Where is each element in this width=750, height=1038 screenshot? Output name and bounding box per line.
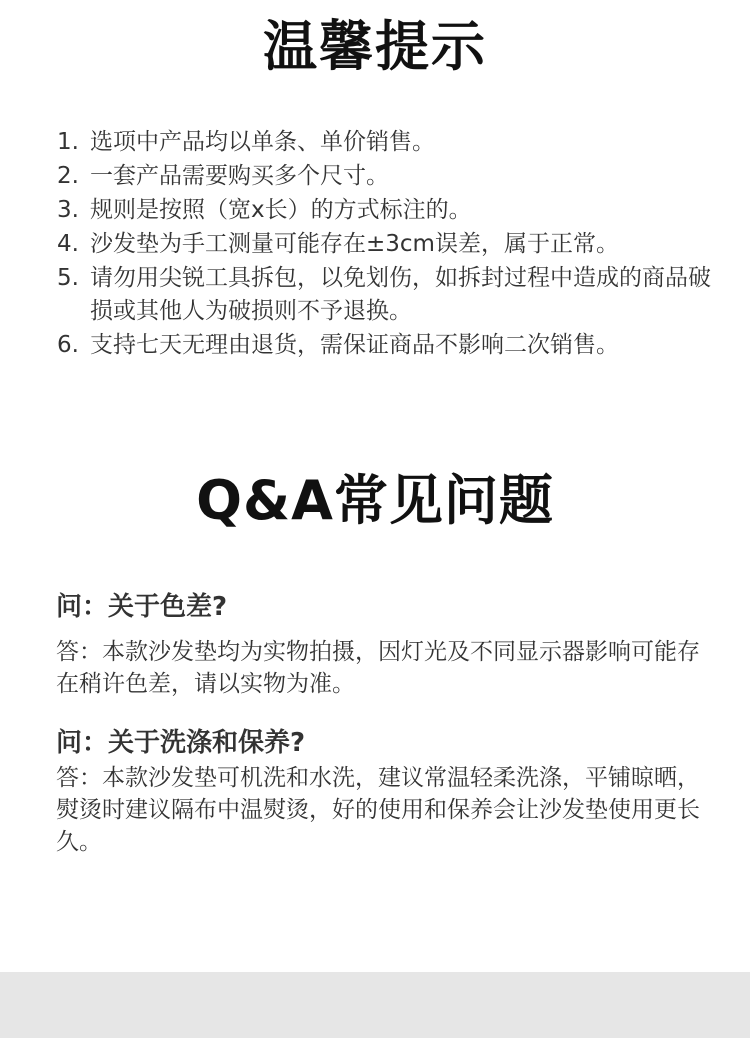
qa-question: 问：关于洗涤和保养?	[56, 728, 306, 758]
qa-question: 问：关于色差?	[56, 592, 228, 622]
tip-item	[57, 126, 717, 159]
tip-text: 请勿用尖锐工具拆包，以免划伤，如拆封过程中造成的商品破损或其他人为破损则不予退换。	[90, 265, 711, 324]
qa-answer: 答：本款沙发垫可机洗和水洗，建议常温轻柔洗涤，平铺晾晒，熨烫时建议隔布中温熨烫，好的使用和保养会让沙发垫使用更长久。	[56, 765, 700, 855]
tip-number: 6.	[57, 332, 79, 358]
tip-text: 沙发垫为手工测量可能存在±3cm误差，属于正常。	[90, 231, 619, 257]
tip-item	[57, 228, 717, 261]
tip-item	[57, 160, 717, 193]
tip-item	[57, 329, 717, 362]
tip-item	[57, 262, 717, 328]
qa-item	[56, 724, 706, 858]
tip-text: 一套产品需要购买多个尺寸。	[90, 163, 389, 189]
tips-list	[57, 126, 717, 363]
tips-title: 温馨提示	[263, 15, 487, 78]
tip-number: 3.	[57, 197, 79, 223]
tip-text: 选项中产品均以单条、单价销售。	[90, 129, 435, 155]
qa-item	[56, 588, 706, 700]
tip-number: 1.	[57, 129, 79, 155]
tip-text: 支持七天无理由退货，需保证商品不影响二次销售。	[90, 332, 619, 358]
tip-text: 规则是按照（宽x长）的方式标注的。	[90, 197, 472, 223]
tip-number: 4.	[57, 231, 79, 257]
footer-band	[0, 972, 750, 1038]
tip-number: 5.	[57, 265, 79, 291]
tip-number: 2.	[57, 163, 79, 189]
tip-item	[57, 194, 717, 227]
qa-title: Q&A常见问题	[196, 469, 554, 532]
qa-answer: 答：本款沙发垫均为实物拍摄，因灯光及不同显示器影响可能存在稍许色差，请以实物为准。	[56, 639, 700, 697]
